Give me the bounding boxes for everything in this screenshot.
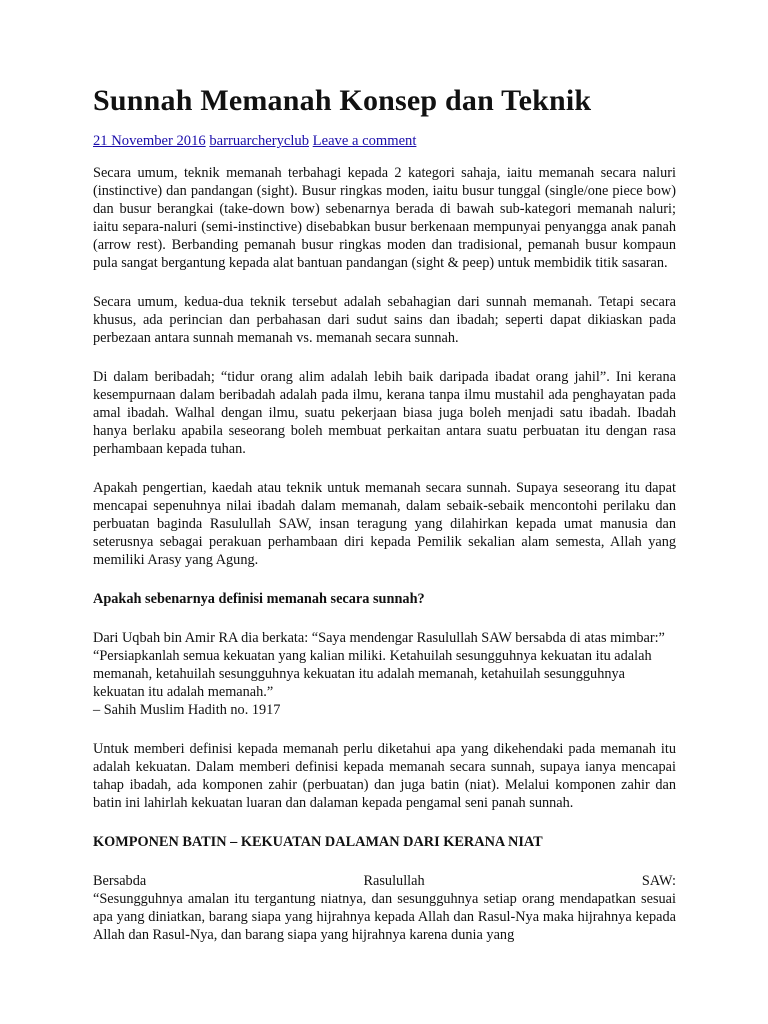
hadith-source: – Sahih Muslim Hadith no. 1917 bbox=[93, 702, 281, 718]
section-heading: KOMPONEN BATIN – KEKUATAN DALAMAN DARI KERANA NIAT bbox=[93, 834, 543, 850]
paragraph: Secara umum, kedua-dua teknik tersebut adalah sebahagian dari sunnah memanah. Tetapi secara khusus, ada perincian dan perbahasan dari sudut sains dan ibadah; seperti dapat dikiaskan pada perbezaan antara sunnah memanah vs. memanah secara sunnah. bbox=[93, 294, 676, 346]
article-title: Sunnah Memanah Konsep dan Teknik bbox=[93, 84, 592, 117]
hadith-intro: Dari Uqbah bin Amir RA dia berkata: “Saya mendengar Rasulullah SAW bersabda di atas mimbar:” bbox=[93, 630, 665, 646]
article-meta bbox=[93, 133, 416, 150]
author-link[interactable]: barruarcheryclub bbox=[209, 133, 310, 149]
leave-comment-link[interactable]: Leave a comment bbox=[312, 133, 417, 149]
lead-word: Bersabda bbox=[93, 873, 147, 889]
hadith-block bbox=[93, 872, 676, 944]
paragraph: Apakah pengertian, kaedah atau teknik untuk memanah secara sunnah. Supaya seseorang itu dapat mencapai sepenuhnya nilai ibadah dalam memanah, dalam sebaik-sebaik mencontohi perilaku dan perbuatan baginda Rasulullah SAW, insan teragung yang dilahirkan kepada umat manusia dan seterusnya sebagai perakuan perhambaan diri kepada Pemilik sekalian alam semesta, Allah yang memiliki Arasy yang Agung. bbox=[93, 480, 676, 568]
hadith-lead-line bbox=[93, 872, 676, 890]
paragraph: Untuk memberi definisi kepada memanah perlu diketahui apa yang dikehendaki pada memanah itu adalah kekuatan. Dalam memberi definisi kepada memanah secara sunnah, supaya ianya mencapai tahap ibadah, ada komponen zahir (perbuatan) dan juga batin (niat). Melalui komponen zahir dan batin ini lahirlah kekuatan luaran dan dalaman kepada pengamal seni panah sunnah. bbox=[93, 741, 676, 811]
lead-word: Rasulullah bbox=[363, 873, 425, 889]
post-date-link[interactable]: 21 November 2016 bbox=[93, 133, 206, 149]
paragraph: Secara umum, teknik memanah terbahagi kepada 2 kategori sahaja, iaitu memanah secara naluri (instinctive) dan pandangan (sight). Busur ringkas moden, iaitu busur tunggal (single/one piece bow) dan busur berangkai (take-down bow) sebenarnya berada di bawah sub-kategori memanah naluri; iaitu separa-naluri (semi-instinctive) disebabkan busur berkenaan mempunyai penyangga anak panah (arrow rest). Berbanding pemanah busur ringkas moden dan tradisional, pemanah busur kompaun pula sangat bergantung kepada alat bantuan pandangan (sight & peep) untuk membidik titik sasaran. bbox=[93, 165, 676, 271]
article-body bbox=[93, 164, 676, 944]
hadith-block bbox=[93, 629, 676, 719]
section-heading: Apakah sebenarnya definisi memanah secara sunnah? bbox=[93, 591, 425, 607]
lead-word: SAW: bbox=[641, 873, 676, 889]
hadith-quote: “Persiapkanlah semua kekuatan yang kalian miliki. Ketahuilah sesungguhnya kekuatan itu adalah memanah, ketahuilah sesungguhnya kekuatan itu adalah memanah, ketahuilah sesungguhnya kekuatan itu adalah memanah.” bbox=[93, 648, 652, 700]
hadith-quote: “Sesungguhnya amalan itu tergantung niatnya, dan sesungguhnya setiap orang mendapatkan sesuai apa yang diniatkan, barang siapa yang hijrahnya kepada Allah dan Rasul-Nya maka hijrahnya kepada Allah dan Rasul-Nya, dan barang siapa yang hijrahnya karena dunia yang bbox=[93, 891, 676, 943]
paragraph: Di dalam beribadah; “tidur orang alim adalah lebih baik daripada ibadat orang jahil”. Ini kerana kesempurnaan dalam beribadah adalah pada ilmu, kerana tanpa ilmu mustahil ada penghayatan pada amal ibadah. Walhal dengan ilmu, suatu pekerjaan biasa juga boleh menjadi satu ibadah. Ibadah hanya berlaku apabila seseorang boleh membuat perkaitan antara suatu perbuatan itu dengan rasa perhambaan kepada tuhan. bbox=[93, 369, 676, 457]
